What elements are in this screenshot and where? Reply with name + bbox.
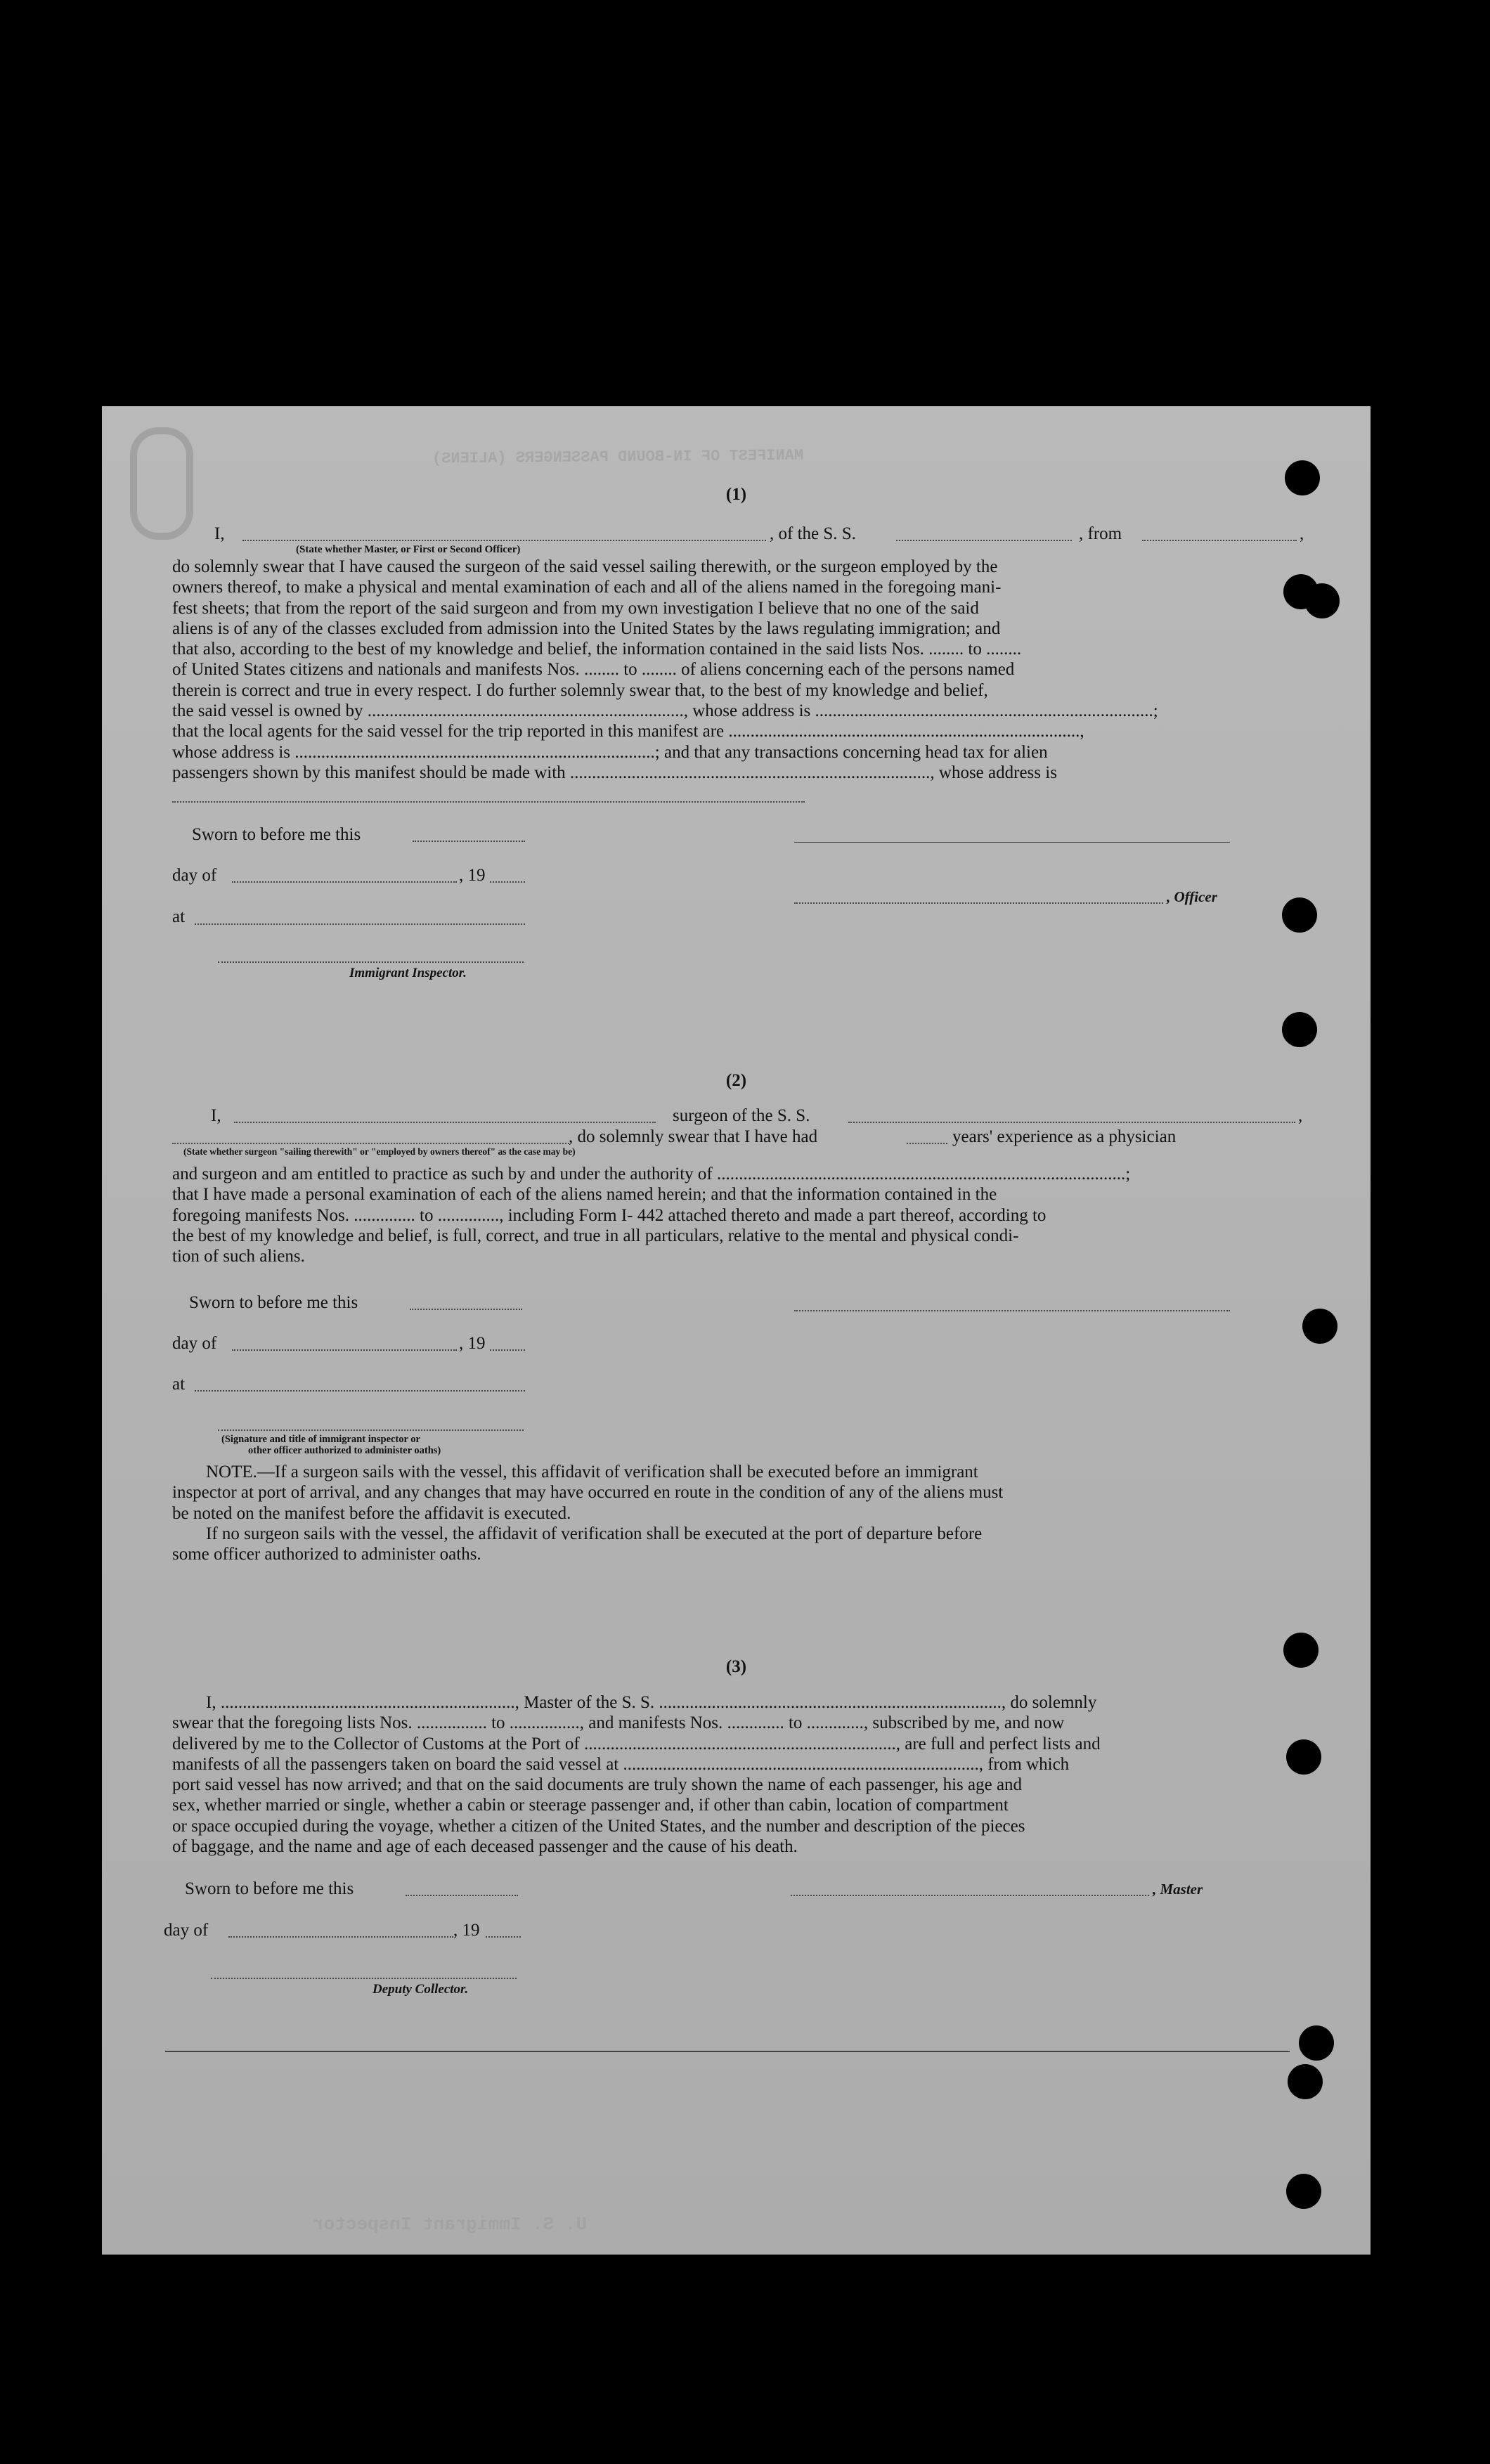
bleed-through-header: MANIFEST OF IN-BOUND PASSENGERS (ALIENS)	[432, 446, 804, 468]
s1-address-line	[172, 801, 805, 803]
s3-year-line	[486, 1936, 521, 1938]
s2-years-line	[907, 1143, 947, 1144]
s1-nineteen: , 19	[459, 866, 486, 885]
s1-officer-label: (State whether Master, or First or Second Officer)	[296, 544, 521, 555]
s3-line: manifests of all the passengers taken on board the said vessel at ................................................................................., from which	[172, 1754, 1070, 1774]
s1-day-line	[232, 881, 457, 883]
s2-sailing-line	[172, 1143, 569, 1144]
s3-sworn-line	[406, 1895, 518, 1896]
s1-line: aliens is of any of the classes excluded from admission into the United States by the laws regulating immigration; and	[172, 618, 1001, 638]
s1-line: do solemnly swear that I have caused the surgeon of the said vessel sailing therewith, or the surgeon employed by the	[172, 557, 998, 576]
s1-line: therein is correct and true in every respect. I do further solemnly swear that, to the best of my knowledge and belief,	[172, 680, 988, 700]
s2-surgeon-name-line	[234, 1122, 656, 1123]
s2-line: that I have made a personal examination of each of the aliens named herein; and that the information contained in the	[172, 1185, 997, 1205]
s2-day-of: day of	[172, 1334, 217, 1353]
s1-comma: ,	[1300, 524, 1304, 543]
s2-sworn-line	[410, 1309, 522, 1310]
binder-hole	[1286, 2174, 1321, 2209]
s3-line: port said vessel has now arrived; and that on the said documents are truly shown the name of each passenger, his age and	[172, 1775, 1023, 1795]
s1-line: whose address is ..................................................................................; and that any transactions concerning head tax for alien	[172, 742, 1048, 762]
s2-signature-label-1: (Signature and title of immigrant inspector or	[221, 1434, 420, 1445]
s1-line: owners thereof, to make a physical and mental examination of each and all of the aliens named in the foregoing mani-	[172, 578, 1002, 597]
s2-day-line	[232, 1349, 457, 1351]
s3-nineteen: , 19	[453, 1921, 480, 1940]
s1-at-line	[195, 923, 525, 925]
s1-immigrant-inspector: Immigrant Inspector.	[349, 966, 467, 980]
s1-vessel-line	[896, 540, 1072, 541]
bleed-through-numeral	[130, 427, 193, 540]
document-sheet	[102, 406, 1371, 2255]
s2-surgeon-of: surgeon of the S. S.	[673, 1106, 810, 1125]
s2-swear: , do solemnly swear that I have had	[569, 1127, 818, 1146]
s1-officer-line	[794, 902, 1163, 904]
s3-master-line	[791, 1895, 1149, 1896]
s1-at: at	[172, 907, 186, 926]
section-3-number: (3)	[725, 1657, 747, 1676]
s2-signature-label-2: other officer authorized to administer oaths)	[248, 1445, 441, 1456]
s1-paragraph	[172, 557, 1304, 783]
s1-from: , from	[1079, 524, 1122, 543]
s2-at-line	[195, 1390, 525, 1392]
s2-line: foregoing manifests Nos. .............. to .............., including Form I- 442 attached thereto and made a part thereof, according to	[172, 1205, 1047, 1225]
s3-collector-line	[211, 1978, 517, 1979]
s1-line: fest sheets; that from the report of the said surgeon and from my own investigation I believe that no one of the said	[172, 598, 979, 618]
s1-officer-name-line	[242, 540, 766, 541]
s3-line: delivered by me to the Collector of Customs at the Port of ......................................................................., are full and perfect lists and	[172, 1734, 1101, 1753]
s2-line: the best of my knowledge and belief, is full, correct, and true in all particulars, relative to the mental and physical condi-	[172, 1226, 1019, 1245]
s3-sworn: Sworn to before me this	[185, 1879, 354, 1898]
binder-hole	[1288, 2064, 1323, 2099]
s3-day-line	[228, 1936, 453, 1938]
note-line: If no surgeon sails with the vessel, the affidavit of verification shall be executed at the port of departure before	[206, 1524, 983, 1543]
binder-hole	[1286, 1739, 1321, 1775]
s1-of-ss: , of the S. S.	[770, 524, 856, 543]
s2-nineteen: , 19	[459, 1334, 486, 1353]
section-1-number: (1)	[725, 485, 747, 504]
note-line: inspector at port of arrival, and any changes that may have occurred en route in the condition of any of the aliens must	[172, 1483, 1004, 1503]
binder-hole	[1299, 2025, 1334, 2061]
s1-line: the said vessel is owned by ........................................................................, whose address is .............................................................................;	[172, 701, 1158, 721]
s3-line: of baggage, and the name and age of each deceased passenger and the cause of his death.	[172, 1837, 798, 1857]
s1-sworn-line	[413, 841, 525, 842]
s2-paragraph	[172, 1164, 1304, 1266]
s2-years: years' experience as a physician	[952, 1127, 1177, 1146]
s2-surgeon-label: (State whether surgeon "sailing therewith" or "employed by owners thereof" as the case may be)	[183, 1146, 576, 1157]
s3-line: or space occupied during the voyage, whether a citizen of the United States, and the number and description of the pieces	[172, 1816, 1025, 1836]
s3-line: sex, whether married or single, whether a cabin or steerage passenger and, if other than cabin, location of compartment	[172, 1796, 1009, 1815]
binder-hole	[1285, 460, 1320, 495]
note-line: some officer authorized to administer oaths.	[172, 1545, 481, 1564]
binder-hole	[1304, 583, 1340, 618]
s1-sworn: Sworn to before me this	[192, 825, 361, 844]
binder-hole	[1283, 1633, 1319, 1668]
s1-officer-title: , Officer	[1167, 888, 1217, 905]
footer-rule	[165, 2051, 1290, 2052]
s2-inspector-line	[218, 1429, 524, 1431]
bleed-through-footer: U. S. Immigrant Inspector	[313, 2214, 588, 2235]
s3-deputy-collector: Deputy Collector.	[372, 1982, 469, 1997]
note-line: be noted on the manifest before the affidavit is executed.	[172, 1503, 571, 1523]
s3-paragraph	[172, 1692, 1304, 1857]
s2-comma: ,	[1298, 1106, 1303, 1125]
s1-from-line	[1142, 540, 1297, 541]
s1-i: I,	[214, 524, 225, 543]
s2-year-line	[490, 1349, 525, 1351]
binder-hole	[1282, 1012, 1317, 1047]
s1-inspector-line	[218, 961, 524, 963]
s2-note	[172, 1462, 1304, 1564]
s1-line: of United States citizens and nationals and manifests Nos. ........ to ........ of aliens concerning each of the persons named	[172, 660, 1015, 680]
s1-day-of: day of	[172, 866, 217, 885]
binder-hole	[1282, 897, 1317, 933]
s1-year-line	[490, 881, 525, 883]
s3-line: swear that the foregoing lists Nos. ................ to ................, and manifests Nos. ............. to ............., subscribed by me, and now	[172, 1713, 1065, 1733]
s2-at: at	[172, 1375, 186, 1394]
s2-line: tion of such aliens.	[172, 1247, 305, 1266]
s1-officer-signature-line	[794, 842, 1230, 843]
s2-i: I,	[211, 1106, 221, 1125]
note-line: NOTE.—If a surgeon sails with the vessel, this affidavit of verification shall be executed before an immigrant	[206, 1463, 978, 1481]
s1-line: that also, according to the best of my knowledge and belief, the information contained in the said lists Nos. ........ to ........	[172, 640, 1022, 659]
s3-line: I, ..................................................................., Master of the S. S. .............................................................................., do solemnly	[206, 1693, 1097, 1712]
binder-hole	[1302, 1309, 1337, 1344]
s3-master-title: , Master	[1153, 1881, 1203, 1898]
s3-day-of: day of	[164, 1921, 209, 1940]
s1-line: that the local agents for the said vessel for the trip reported in this manifest are ................................................................................,	[172, 722, 1084, 741]
s2-sworn: Sworn to before me this	[189, 1293, 358, 1312]
s2-line: and surgeon and am entitled to practice as such by and under the authority of .............................................................................................;	[172, 1165, 1131, 1184]
s1-line: passengers shown by this manifest should be made with .................................................................................., whose address is	[172, 763, 1057, 782]
s2-vessel-line	[848, 1122, 1295, 1123]
section-2-number: (2)	[725, 1071, 747, 1090]
s2-signature-line	[794, 1310, 1230, 1311]
